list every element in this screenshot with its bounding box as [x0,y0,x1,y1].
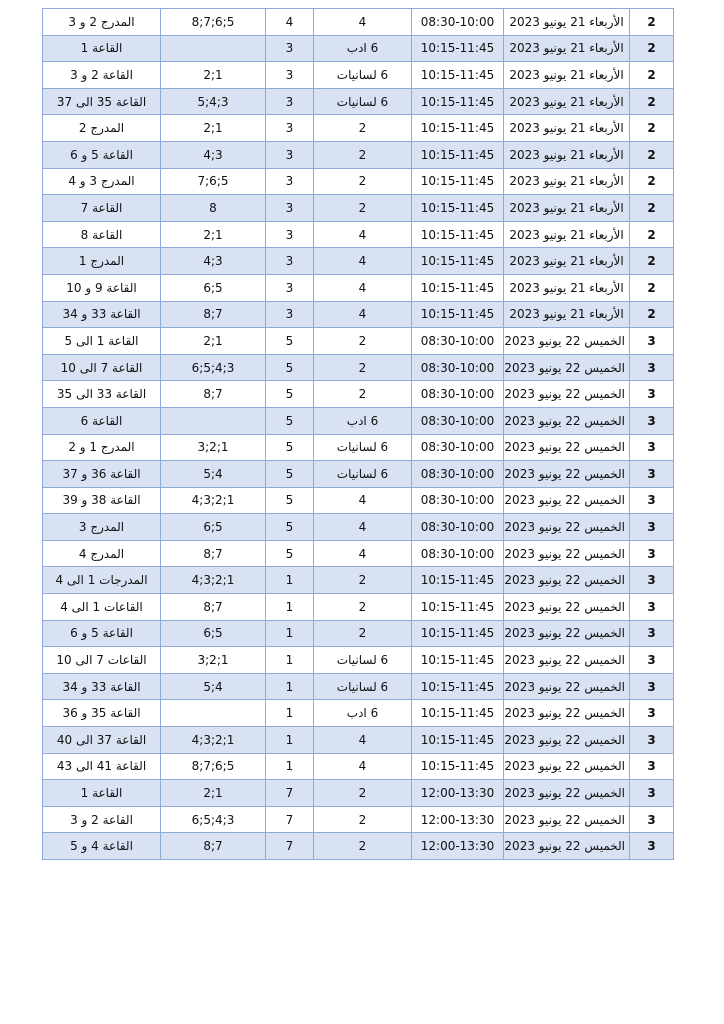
slot-cell: 3 [266,195,314,222]
day-cell: 2 [630,141,674,168]
day-cell: 3 [630,647,674,674]
level-cell: 2 [314,141,412,168]
time-cell: 10:15-11:45 [412,620,504,647]
groups-cell: 1;2;3;4 [161,567,266,594]
date-cell: الأربعاء 21 يونيو 2023 [504,301,630,328]
date-cell: الخميس 22 يونيو 2023 [504,434,630,461]
day-cell: 2 [630,221,674,248]
groups-cell: 5;6;7;8 [161,753,266,780]
time-cell: 08:30-10:00 [412,9,504,36]
time-cell: 10:15-11:45 [412,301,504,328]
date-cell: الخميس 22 يونيو 2023 [504,727,630,754]
slot-cell: 3 [266,141,314,168]
date-cell: الأربعاء 21 يونيو 2023 [504,9,630,36]
day-cell: 3 [630,806,674,833]
table-row [43,620,674,647]
time-cell: 08:30-10:00 [412,354,504,381]
groups-cell: 5;6 [161,620,266,647]
level-cell: 2 [314,567,412,594]
date-cell: الأربعاء 21 يونيو 2023 [504,115,630,142]
time-cell: 10:15-11:45 [412,88,504,115]
table-row [43,594,674,621]
room-cell: القاعة 38 و 39 [43,487,161,514]
day-cell: 3 [630,354,674,381]
table-row [43,407,674,434]
room-cell: القاعة 35 و 36 [43,700,161,727]
level-cell: 4 [314,221,412,248]
schedule-body [43,9,674,860]
date-cell: الخميس 22 يونيو 2023 [504,753,630,780]
slot-cell: 5 [266,461,314,488]
level-cell: 2 [314,806,412,833]
groups-cell: 5;6;7 [161,168,266,195]
time-cell: 08:30-10:00 [412,381,504,408]
room-cell: القاعات 7 الى 10 [43,647,161,674]
level-cell: 6 لسانيات [314,434,412,461]
day-cell: 3 [630,727,674,754]
slot-cell: 1 [266,727,314,754]
groups-cell: 5;6 [161,514,266,541]
table-row [43,88,674,115]
room-cell: المدرج 1 و 2 [43,434,161,461]
table-row [43,168,674,195]
groups-cell: 7;8 [161,594,266,621]
level-cell: 6 لسانيات [314,461,412,488]
day-cell: 3 [630,753,674,780]
slot-cell: 5 [266,434,314,461]
level-cell: 4 [314,727,412,754]
day-cell: 2 [630,35,674,62]
slot-cell: 3 [266,248,314,275]
time-cell: 10:15-11:45 [412,274,504,301]
level-cell: 4 [314,248,412,275]
room-cell: المدرج 3 و 4 [43,168,161,195]
groups-cell: 1;2 [161,780,266,807]
day-cell: 2 [630,9,674,36]
table-row [43,274,674,301]
groups-cell: 8 [161,195,266,222]
day-cell: 3 [630,328,674,355]
slot-cell: 3 [266,35,314,62]
date-cell: الخميس 22 يونيو 2023 [504,514,630,541]
table-row [43,141,674,168]
groups-cell: 7;8 [161,381,266,408]
time-cell: 10:15-11:45 [412,647,504,674]
room-cell: القاعة 33 و 34 [43,301,161,328]
exam-schedule-table [42,8,674,860]
date-cell: الأربعاء 21 يونيو 2023 [504,62,630,89]
groups-cell: 3;4;5;6 [161,354,266,381]
date-cell: الخميس 22 يونيو 2023 [504,806,630,833]
slot-cell: 1 [266,700,314,727]
table-row [43,514,674,541]
table-row [43,833,674,860]
table-row [43,354,674,381]
date-cell: الخميس 22 يونيو 2023 [504,620,630,647]
time-cell: 08:30-10:00 [412,328,504,355]
slot-cell: 1 [266,753,314,780]
room-cell: القاعة 33 و 34 [43,673,161,700]
slot-cell: 3 [266,274,314,301]
table-row [43,806,674,833]
slot-cell: 3 [266,168,314,195]
room-cell: القاعة 8 [43,221,161,248]
day-cell: 2 [630,88,674,115]
table-row [43,328,674,355]
date-cell: الخميس 22 يونيو 2023 [504,354,630,381]
day-cell: 3 [630,620,674,647]
slot-cell: 1 [266,620,314,647]
date-cell: الأربعاء 21 يونيو 2023 [504,248,630,275]
level-cell: 2 [314,168,412,195]
level-cell: 6 لسانيات [314,673,412,700]
groups-cell: 1;2;3 [161,647,266,674]
level-cell: 2 [314,594,412,621]
room-cell: القاعة 35 الى 37 [43,88,161,115]
date-cell: الخميس 22 يونيو 2023 [504,673,630,700]
room-cell: القاعة 2 و 3 [43,62,161,89]
date-cell: الأربعاء 21 يونيو 2023 [504,221,630,248]
groups-cell: 3;4;5;6 [161,806,266,833]
table-row [43,700,674,727]
date-cell: الخميس 22 يونيو 2023 [504,487,630,514]
groups-cell: 1;2;3 [161,434,266,461]
groups-cell: 7;8 [161,833,266,860]
time-cell: 08:30-10:00 [412,434,504,461]
slot-cell: 4 [266,9,314,36]
date-cell: الأربعاء 21 يونيو 2023 [504,35,630,62]
room-cell: القاعة 6 [43,407,161,434]
table-row [43,62,674,89]
time-cell: 10:15-11:45 [412,195,504,222]
slot-cell: 5 [266,354,314,381]
day-cell: 2 [630,301,674,328]
groups-cell: 1;2 [161,115,266,142]
slot-cell: 1 [266,673,314,700]
time-cell: 10:15-11:45 [412,248,504,275]
groups-cell [161,407,266,434]
level-cell: 2 [314,780,412,807]
level-cell: 2 [314,620,412,647]
time-cell: 10:15-11:45 [412,115,504,142]
level-cell: 2 [314,328,412,355]
level-cell: 4 [314,753,412,780]
groups-cell: 1;2 [161,221,266,248]
level-cell: 4 [314,274,412,301]
time-cell: 10:15-11:45 [412,62,504,89]
slot-cell: 3 [266,115,314,142]
day-cell: 3 [630,434,674,461]
table-row [43,567,674,594]
groups-cell: 1;2 [161,62,266,89]
time-cell: 10:15-11:45 [412,753,504,780]
room-cell: القاعة 37 الى 40 [43,727,161,754]
time-cell: 08:30-10:00 [412,487,504,514]
date-cell: الأربعاء 21 يونيو 2023 [504,195,630,222]
day-cell: 2 [630,248,674,275]
date-cell: الخميس 22 يونيو 2023 [504,540,630,567]
slot-cell: 5 [266,381,314,408]
date-cell: الخميس 22 يونيو 2023 [504,328,630,355]
room-cell: القاعة 7 الى 10 [43,354,161,381]
time-cell: 12:00-13:30 [412,806,504,833]
room-cell: القاعة 9 و 10 [43,274,161,301]
time-cell: 10:15-11:45 [412,594,504,621]
time-cell: 10:15-11:45 [412,700,504,727]
table-row [43,540,674,567]
day-cell: 3 [630,594,674,621]
room-cell: القاعة 1 الى 5 [43,328,161,355]
table-row [43,647,674,674]
time-cell: 12:00-13:30 [412,833,504,860]
room-cell: القاعة 33 الى 35 [43,381,161,408]
slot-cell: 3 [266,221,314,248]
time-cell: 10:15-11:45 [412,727,504,754]
table-row [43,248,674,275]
day-cell: 3 [630,673,674,700]
level-cell: 6 ادب [314,700,412,727]
time-cell: 08:30-10:00 [412,540,504,567]
slot-cell: 3 [266,88,314,115]
table-row [43,381,674,408]
time-cell: 10:15-11:45 [412,673,504,700]
groups-cell [161,35,266,62]
day-cell: 3 [630,540,674,567]
day-cell: 3 [630,514,674,541]
date-cell: الأربعاء 21 يونيو 2023 [504,274,630,301]
groups-cell: 7;8 [161,301,266,328]
day-cell: 2 [630,168,674,195]
room-cell: القاعة 5 و 6 [43,141,161,168]
table-row [43,780,674,807]
groups-cell: 1;2;3;4 [161,727,266,754]
groups-cell: 1;2;3;4 [161,487,266,514]
groups-cell: 4;5 [161,461,266,488]
level-cell: 4 [314,540,412,567]
time-cell: 10:15-11:45 [412,168,504,195]
room-cell: القاعة 4 و 5 [43,833,161,860]
table-row [43,727,674,754]
table-row [43,115,674,142]
day-cell: 3 [630,567,674,594]
time-cell: 10:15-11:45 [412,567,504,594]
table-row [43,673,674,700]
time-cell: 12:00-13:30 [412,780,504,807]
slot-cell: 5 [266,328,314,355]
day-cell: 3 [630,833,674,860]
day-cell: 3 [630,487,674,514]
slot-cell: 1 [266,567,314,594]
slot-cell: 7 [266,780,314,807]
groups-cell: 5;6 [161,274,266,301]
time-cell: 10:15-11:45 [412,35,504,62]
level-cell: 6 لسانيات [314,62,412,89]
room-cell: القاعة 2 و 3 [43,806,161,833]
room-cell: القاعة 5 و 6 [43,620,161,647]
room-cell: القاعة 7 [43,195,161,222]
date-cell: الخميس 22 يونيو 2023 [504,833,630,860]
table-row [43,487,674,514]
room-cell: المدرج 4 [43,540,161,567]
date-cell: الأربعاء 21 يونيو 2023 [504,141,630,168]
day-cell: 3 [630,700,674,727]
level-cell: 2 [314,354,412,381]
slot-cell: 5 [266,514,314,541]
room-cell: القاعة 41 الى 43 [43,753,161,780]
day-cell: 2 [630,62,674,89]
groups-cell [161,700,266,727]
table-row [43,9,674,36]
date-cell: الخميس 22 يونيو 2023 [504,647,630,674]
time-cell: 08:30-10:00 [412,514,504,541]
room-cell: المدرج 2 [43,115,161,142]
level-cell: 6 لسانيات [314,88,412,115]
date-cell: الخميس 22 يونيو 2023 [504,567,630,594]
room-cell: القاعة 1 [43,35,161,62]
table-row [43,434,674,461]
time-cell: 10:15-11:45 [412,141,504,168]
time-cell: 08:30-10:00 [412,461,504,488]
level-cell: 6 لسانيات [314,647,412,674]
room-cell: المدرجات 1 الى 4 [43,567,161,594]
date-cell: الخميس 22 يونيو 2023 [504,780,630,807]
day-cell: 3 [630,381,674,408]
level-cell: 2 [314,195,412,222]
room-cell: القاعة 1 [43,780,161,807]
table-row [43,301,674,328]
table-row [43,221,674,248]
groups-cell: 5;6;7;8 [161,9,266,36]
level-cell: 2 [314,115,412,142]
groups-cell: 3;4 [161,248,266,275]
groups-cell: 7;8 [161,540,266,567]
date-cell: الخميس 22 يونيو 2023 [504,700,630,727]
table-row [43,35,674,62]
level-cell: 4 [314,514,412,541]
slot-cell: 5 [266,540,314,567]
level-cell: 6 ادب [314,407,412,434]
day-cell: 3 [630,780,674,807]
slot-cell: 3 [266,301,314,328]
date-cell: الخميس 22 يونيو 2023 [504,381,630,408]
slot-cell: 3 [266,62,314,89]
date-cell: الأربعاء 21 يونيو 2023 [504,88,630,115]
level-cell: 4 [314,9,412,36]
level-cell: 2 [314,381,412,408]
groups-cell: 4;5 [161,673,266,700]
date-cell: الخميس 22 يونيو 2023 [504,461,630,488]
level-cell: 4 [314,301,412,328]
time-cell: 08:30-10:00 [412,407,504,434]
groups-cell: 1;2 [161,328,266,355]
level-cell: 4 [314,487,412,514]
room-cell: القاعة 36 و 37 [43,461,161,488]
table-row [43,753,674,780]
groups-cell: 3;4 [161,141,266,168]
day-cell: 3 [630,461,674,488]
date-cell: الخميس 22 يونيو 2023 [504,407,630,434]
slot-cell: 5 [266,407,314,434]
level-cell: 2 [314,833,412,860]
room-cell: القاعات 1 الى 4 [43,594,161,621]
slot-cell: 7 [266,806,314,833]
room-cell: المدرج 1 [43,248,161,275]
day-cell: 3 [630,407,674,434]
groups-cell: 3;4;5 [161,88,266,115]
slot-cell: 7 [266,833,314,860]
day-cell: 2 [630,115,674,142]
date-cell: الأربعاء 21 يونيو 2023 [504,168,630,195]
table-row [43,195,674,222]
day-cell: 2 [630,195,674,222]
table-row [43,461,674,488]
slot-cell: 5 [266,487,314,514]
date-cell: الخميس 22 يونيو 2023 [504,594,630,621]
slot-cell: 1 [266,594,314,621]
slot-cell: 1 [266,647,314,674]
room-cell: المدرج 2 و 3 [43,9,161,36]
level-cell: 6 ادب [314,35,412,62]
time-cell: 10:15-11:45 [412,221,504,248]
day-cell: 2 [630,274,674,301]
room-cell: المدرج 3 [43,514,161,541]
